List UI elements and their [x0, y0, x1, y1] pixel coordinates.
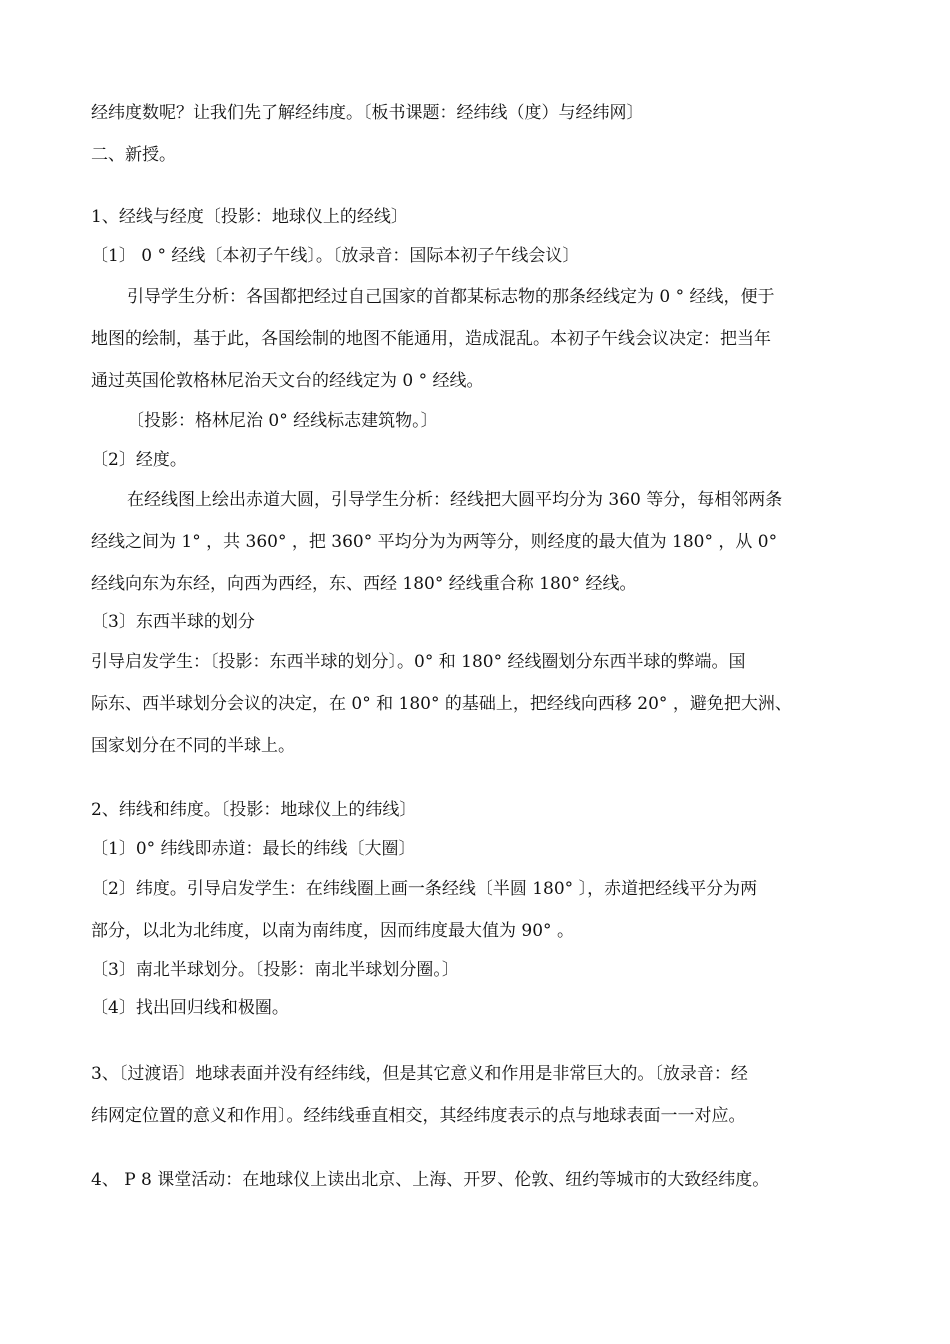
- text-line: 3、〔过渡语〕地球表面并没有经纬线，但是其它意义和作用是非常巨大的。〔放录音：经: [91, 1064, 748, 1084]
- text-line: 引导学生分析：各国都把经过自己国家的首都某标志物的那条经线定为 0 ° 经线，便于: [127, 287, 775, 307]
- text-line: 经纬度数呢？让我们先了解经纬度。〔板书课题：经纬线（度）与经纬网〕: [91, 103, 644, 123]
- text-line: 〔2〕经度。: [91, 450, 187, 470]
- text-line: 经线向东为东经，向西为西经，东、西经 180° 经线重合称 180° 经线。: [91, 574, 637, 594]
- text-line: 〔2〕纬度。引导启发学生：在纬线圈上画一条经线〔半圆 180° 〕，赤道把经线平分为两: [91, 879, 758, 899]
- text-line: 〔1〕0° 纬线即赤道：最长的纬线〔大圈〕: [91, 839, 416, 859]
- text-line: 〔1〕 0 ° 经线〔本初子午线〕。〔放录音：国际本初子午线会议〕: [91, 246, 580, 266]
- text-line: 国家划分在不同的半球上。: [91, 736, 295, 756]
- text-line: 在经线图上绘出赤道大圆，引导学生分析：经线把大圆平均分为 360 等分，每相邻两条: [127, 490, 783, 510]
- text-line: 引导启发学生：〔投影：东西半球的划分〕。0° 和 180° 经线圈划分东西半球的弊端。国: [91, 652, 746, 672]
- text-line: 〔3〕南北半球划分。〔投影：南北半球划分圈。〕: [91, 960, 459, 980]
- text-line: 经线之间为 1° ，共 360° ，把 360° 平均分为为两等分，则经度的最大值为 180° ，从 0°: [91, 532, 778, 552]
- text-line: 通过英国伦敦格林尼治天文台的经线定为 0 ° 经线。: [91, 371, 484, 391]
- text-line: 地图的绘制，基于此，各国绘制的地图不能通用，造成混乱。本初子午线会议决定：把当年: [91, 329, 771, 349]
- section-heading: 二、新授。: [91, 145, 176, 165]
- text-line: 纬网定位置的意义和作用〕。经纬线垂直相交，其经纬度表示的点与地球表面一一对应。: [91, 1106, 746, 1126]
- text-line: 〔投影：格林尼治 0° 经线标志建筑物。〕: [127, 411, 438, 431]
- text-line: 际东、西半球划分会议的决定，在 0° 和 180° 的基础上，把经线向西移 20° ，避免把大洲、: [91, 694, 792, 714]
- text-line: 4、 P 8 课堂活动：在地球仪上读出北京、上海、开罗、伦敦、纽约等城市的大致经纬度。: [91, 1170, 770, 1190]
- text-line: 〔3〕东西半球的划分: [91, 612, 255, 632]
- subsection-heading: 2、纬线和纬度。〔投影：地球仪上的纬线〕: [91, 800, 417, 820]
- text-line: 〔4〕找出回归线和极圈。: [91, 998, 289, 1018]
- subsection-heading: 1、经线与经度〔投影：地球仪上的经线〕: [91, 207, 408, 227]
- text-line: 部分，以北为北纬度，以南为南纬度，因而纬度最大值为 90° 。: [91, 921, 574, 941]
